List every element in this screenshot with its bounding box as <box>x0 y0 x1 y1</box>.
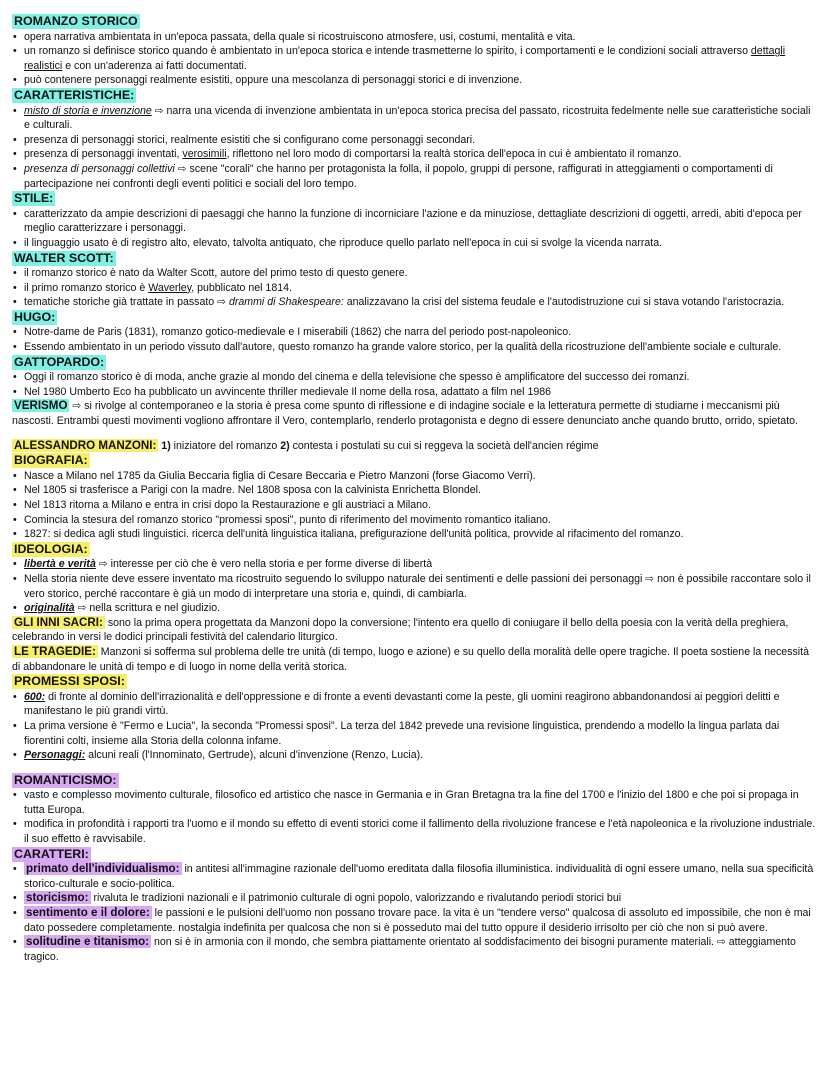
list-item <box>12 690 818 719</box>
romanzo-list <box>12 30 818 88</box>
underlined-text: Waverley <box>148 281 192 294</box>
text: un romanzo si definisce storico quando è ambientato in un'epoca storica e intende trasmetterne lo spirito, i comportamenti e le condizioni sociali attraverso <box>24 45 751 58</box>
lead-text: Personaggi: <box>24 749 86 762</box>
tragedie-paragraph <box>12 645 818 674</box>
heading-romanzo-storico: ROMANZO STORICO <box>14 14 138 28</box>
text: ⇨ si rivolge al contemporaneo e la storia è presa come spunto di riflessione e di indagine sociale e la letteratura permette di studiarne i meccanismi più nascosti. Entrambi questi movimenti vogliono affrontare il Vero, contemplarlo, renderlo protagonista e degno di essere denunciato anche quando brutto, orrido, spietato. <box>12 400 798 428</box>
text: iniziatore del romanzo <box>170 439 281 452</box>
text: in antitesi all'immagine razionale dell'uomo ereditata dalla filosofia illuministica. individualità di ogni essere umano, nella sua specificità storico-culturale e socio-politica. <box>24 863 814 890</box>
list-item <box>12 162 818 191</box>
heading-romanticismo: ROMANTICISMO: <box>14 772 117 787</box>
number: 1) <box>161 439 171 452</box>
heading-promessi-sposi: PROMESSI SPOSI: <box>14 674 125 689</box>
heading-manzoni: ALESSANDRO MANZONI: <box>14 438 157 452</box>
text: ⇨ narra una vicenda di invenzione ambientata in un'epoca storica precisa del passato, ricostruita fedelmente nelle sue caratteristiche sociali e culturali. <box>24 104 811 132</box>
heading-inni-sacri: GLI INNI SACRI: <box>14 615 103 629</box>
list-item <box>12 147 818 162</box>
heading-hugo: HUGO: <box>14 309 56 324</box>
italic-text: drammi di Shakespeare: <box>228 296 344 309</box>
scott-list <box>12 266 818 310</box>
list-item: • Nella storia niente deve essere inventato ma ricostruito seguendo lo sviluppo naturale dei sentimenti e delle passioni dei personaggi ⇨ non è possibile raccontare solo il vero storico, perché raccontare è già un modo di interpretare una storia e, quindi, di cambiarla. <box>12 572 818 601</box>
list-item <box>12 557 818 572</box>
list-item: • modifica in profondità i rapporti tra l'uomo e il mondo su effetto di eventi storici come il fallimento della rivoluzione francese e l'età napoleonica e la rivoluzione industriale. il suo effetto è ravvisabile. <box>12 817 818 846</box>
list-item: • Comincia la stesura del romanzo storico "promessi sposi", punto di riferimento del movimento romantico italiano. <box>12 513 818 528</box>
inni-paragraph <box>12 616 818 645</box>
lead-text: libertà e verità <box>24 558 96 571</box>
list-item: • opera narrativa ambientata in un'epoca passata, della quale si ricostruiscono atmosfere, usi, costumi, mentalità e vita. <box>12 30 818 45</box>
text: , riflettono nel loro modo di comportarsi la realtà storica dell'epoca in cui è ambientato il romanzo. <box>226 148 682 161</box>
list-item: • caratterizzato da ampie descrizioni di paesaggi che hanno la funzione di incorniciare l'azione e da minuziose, dettagliate descrizioni di oggetti, arredi, abiti d'epoca per meglio caratterizzare i personaggi. <box>12 207 818 236</box>
list-item: • Nasce a Milano nel 1785 da Giulia Beccaria figlia di Cesare Beccaria e Pietro Manzoni (forse Giacomo Verri). <box>12 469 818 484</box>
list-item: • Notre-dame de Paris (1831), romanzo gotico-medievale e I miserabili (1862) che narra del periodo post-napoleonico. <box>12 325 818 340</box>
stile-list <box>12 207 818 251</box>
heading-tragedie: LE TRAGEDIE: <box>14 644 96 658</box>
text: ⇨ interesse per ciò che è vero nella storia e per forme diverse di libertà <box>95 558 433 571</box>
list-item: • può contenere personaggi realmente esistiti, oppure una mescolanza di personaggi storici e di invenzione. <box>12 73 818 88</box>
promessi-list <box>12 690 818 763</box>
heading-walter-scott: WALTER SCOTT: <box>14 250 114 265</box>
list-item: • vasto e complesso movimento culturale, filosofico ed artistico che nasce in Germania e in Gran Bretagna tra la fine del 1700 e l'inizio del 1800 e che poi si propaga in tutta Europa. <box>12 788 818 817</box>
list-item: • Nel 1980 Umberto Eco ha pubblicato un avvincente thriller medievale Il nome della rosa, adattato a film nel 1986 <box>12 385 818 400</box>
lead-text: storicismo: <box>26 891 89 905</box>
heading-stile: STILE: <box>14 191 54 206</box>
text: ⇨ scene "corali" che hanno per protagonista la folla, il popolo, gruppi di persone, raffigurati in atteggiamenti o comportamenti di partecipazione nei confronti degli eventi politici e sociali del loro tempo. <box>24 162 773 190</box>
text: contesta i postulati su cui si reggeva la società dell'ancien régime <box>289 439 599 452</box>
list-item <box>12 862 818 891</box>
list-item: • il romanzo storico è nato da Walter Scott, autore del primo testo di questo genere. <box>12 266 818 281</box>
number: 2) <box>280 439 290 452</box>
list-item <box>12 891 818 906</box>
text: le passioni e le pulsioni dell'uomo non possano trovare pace. la vita è un "tendere verso" qualcosa di assoluto ed impossibile, che non è mai dato possedere completamente. nostalgia indefinita per qualcosa che non si è posseduto mai del tutto oppure il desiderio irrisolto per ciò che non si può avere. <box>24 907 811 934</box>
heading-verismo: VERISMO <box>14 399 68 413</box>
heading-ideologia: IDEOLOGIA: <box>14 541 88 556</box>
gattopardo-list <box>12 370 818 399</box>
list-item <box>12 601 818 616</box>
list-item: • Nel 1805 si trasferisce a Parigi con la madre. Nel 1808 sposa con la calvinista Enrichetta Blondel. <box>12 483 818 498</box>
list-item: • Oggi il romanzo storico è di moda, anche grazie al mondo del cinema e della televisione che spesso è amplificatore del successo dei romanzi. <box>12 370 818 385</box>
text: e con un'aderenza ai fatti documentati. <box>62 59 247 72</box>
text: analizzavano la crisi del sistema feudale e l'autodistruzione cui si stava votando l'aristocrazia. <box>343 296 785 309</box>
text: sono la prima opera progettata da Manzoni dopo la conversione; l'intento era quello di coniugare il bello della poesia con la verità della preghiera, celebrando in versi le dodici principali festività del calendario liturgico. <box>12 616 789 644</box>
heading-biografia: BIOGRAFIA: <box>14 453 88 468</box>
list-item: • La prima versione è "Fermo e Lucia", la seconda "Promessi sposi". La terza del 1842 prevede una revisione linguistica, prendendo a modello la lingua parlata dai fiorentini colti, insieme alla Storia della colonna infame. <box>12 719 818 748</box>
lead-text: solitudine e titanismo: <box>26 935 150 949</box>
lead-text: misto di storia e invenzione <box>24 104 152 117</box>
underlined-text: dettagli realistici <box>24 45 786 72</box>
text: di fronte al dominio dell'irrazionalità e dell'oppressione e di fronte a eventi devastanti come la peste, gli uomini reagirono abbandonandosi ai peggiori delitti e manifestano le più grandi virtù. <box>24 690 780 718</box>
list-item <box>12 295 818 310</box>
biografia-list <box>12 469 818 542</box>
lead-text: primato dell'individualismo: <box>26 862 180 876</box>
heading-gattopardo: GATTOPARDO: <box>14 354 105 369</box>
heading-caratteri: CARATTERI: <box>14 846 89 861</box>
list-item <box>12 104 818 133</box>
list-item <box>12 748 818 763</box>
caratteri-list <box>12 862 818 964</box>
list-item: • 1827: si dedica agli studi linguistici. ricerca dell'unità linguistica italiana, prefigurazione dell'unità politica, provvide al rifacimento del romanzo. <box>12 527 818 542</box>
text: non si è in armonia con il mondo, che sembra piattamente orientato al soddisfacimento dei bisogni puramente materiali. ⇨ atteggiamento tragico. <box>24 936 796 963</box>
text: ⇨ nella scrittura e nel giudizio. <box>74 602 221 615</box>
text: , pubblicato nel 1814. <box>191 281 292 294</box>
list-item: • Nel 1813 ritorna a Milano e entra in crisi dopo la Restaurazione e gli austriaci a Milano. <box>12 498 818 513</box>
heading-caratteristiche: CARATTERISTICHE: <box>14 87 135 102</box>
text: il primo romanzo storico è <box>24 281 149 294</box>
lead-text: 600: <box>24 690 46 703</box>
list-item: • il linguaggio usato è di registro alto, elevato, talvolta antiquato, che riproduce quello parlato nell'epoca in cui si svolge la vicenda narrata. <box>12 236 818 251</box>
lead-text: presenza di personaggi collettivi <box>24 162 175 175</box>
manzoni-paragraph <box>12 439 818 454</box>
romanticismo-list <box>12 788 818 846</box>
lead-text: originalità <box>24 602 75 615</box>
lead-text: sentimento e il dolore: <box>26 906 150 920</box>
list-item <box>12 906 818 935</box>
verismo-paragraph <box>12 399 818 428</box>
list-item: • presenza di personaggi storici, realmente esistiti che si configurano come personaggi secondari. <box>12 133 818 148</box>
text: Manzoni si sofferma sul problema delle tre unità (di tempo, luogo e azione) e su quello della moralità delle opere tragiche. Il poeta sostiene la necessità di abbandonare le unità di tempo e di luogo in nome della verità storica. <box>12 645 809 673</box>
text: tematiche storiche già trattate in passato ⇨ <box>24 296 229 309</box>
caratteristiche-list <box>12 104 818 192</box>
list-item <box>12 935 818 964</box>
list-item: • Essendo ambientato in un periodo vissuto dall'autore, questo romanzo ha grande valore storico, per la qualità della ricostruzione dell'ambiente sociale e culturale. <box>12 340 818 355</box>
underlined-text: verosimili <box>182 148 227 161</box>
ideologia-list <box>12 557 818 615</box>
list-item <box>12 44 818 73</box>
text: rivaluta le tradizioni nazionali e il patrimonio culturale di ogni popolo, valorizzando e rivalutando periodi storici bui <box>90 892 622 905</box>
text: alcuni reali (l'Innominato, Gertrude), alcuni d'invenzione (Renzo, Lucia). <box>85 749 424 762</box>
list-item <box>12 281 818 296</box>
hugo-list <box>12 325 818 354</box>
text: presenza di personaggi inventati, <box>24 148 183 161</box>
